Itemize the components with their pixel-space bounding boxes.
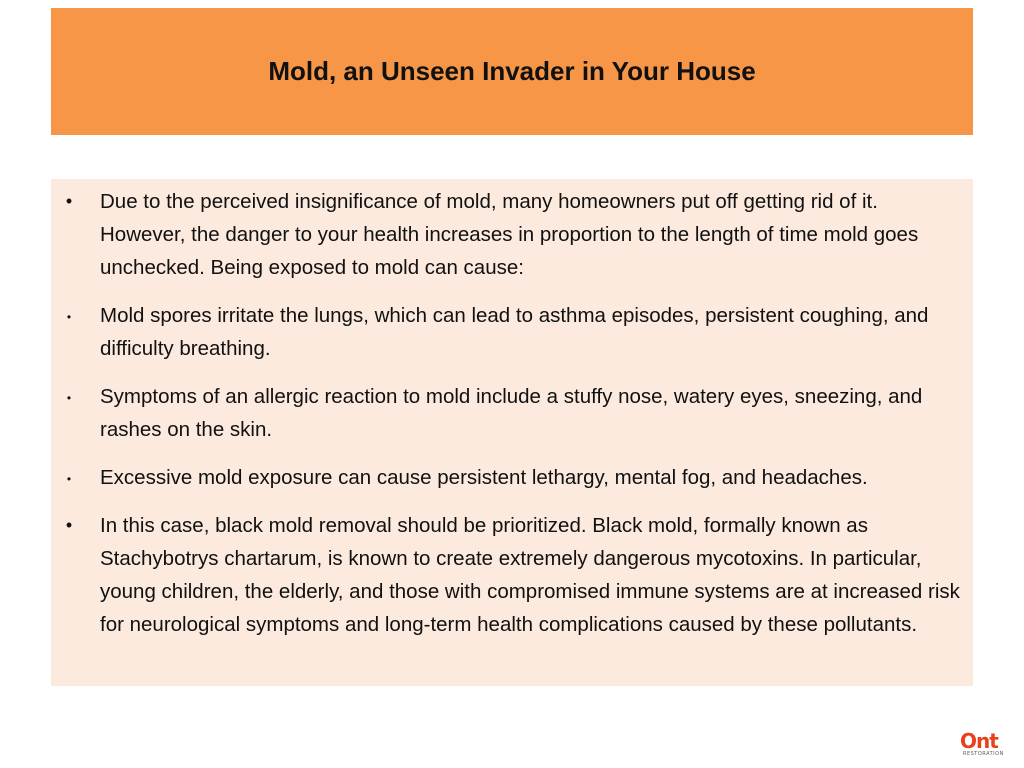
slide-title: Mold, an Unseen Invader in Your House [268,56,756,86]
bullet-icon: • [65,515,73,535]
bullet-item [51,461,963,494]
title-banner [51,8,973,135]
content-box [51,179,973,686]
bullet-item [51,509,963,641]
bullet-item [51,380,963,446]
company-logo [960,730,1012,760]
bullet-text: Mold spores irritate the lungs, which can lead to asthma episodes, persistent coughing, and difficulty breathing. [100,304,929,360]
logo-wordmark: Ont [960,729,998,753]
bullet-icon: • [66,472,72,486]
bullet-text: In this case, black mold removal should be prioritized. Black mold, formally known as Stachybotrys chartarum, is known to create extremely dangerous mycotoxins. In particular, young children, the elderly, and those with compromised immune systems are at increased risk for neurological symptoms and long-term health complications caused by these pollutants. [100,514,960,636]
bullet-text: Excessive mold exposure can cause persistent lethargy, mental fog, and headaches. [100,466,868,489]
bullet-text: Symptoms of an allergic reaction to mold include a stuffy nose, watery eyes, sneezing, and rashes on the skin. [100,385,923,441]
bullet-icon: • [65,191,73,211]
bullet-item [51,185,963,284]
bullet-item [51,299,963,365]
bullet-text: Due to the perceived insignificance of mold, many homeowners put off getting rid of it. However, the danger to your health increases in proportion to the length of time mold goes unchecked. Being exposed to mold can cause: [100,190,919,279]
bullet-list [51,185,963,641]
logo-subtitle: RESTORATION [963,751,1004,757]
bullet-icon: • [66,391,72,405]
bullet-icon: • [66,310,72,324]
